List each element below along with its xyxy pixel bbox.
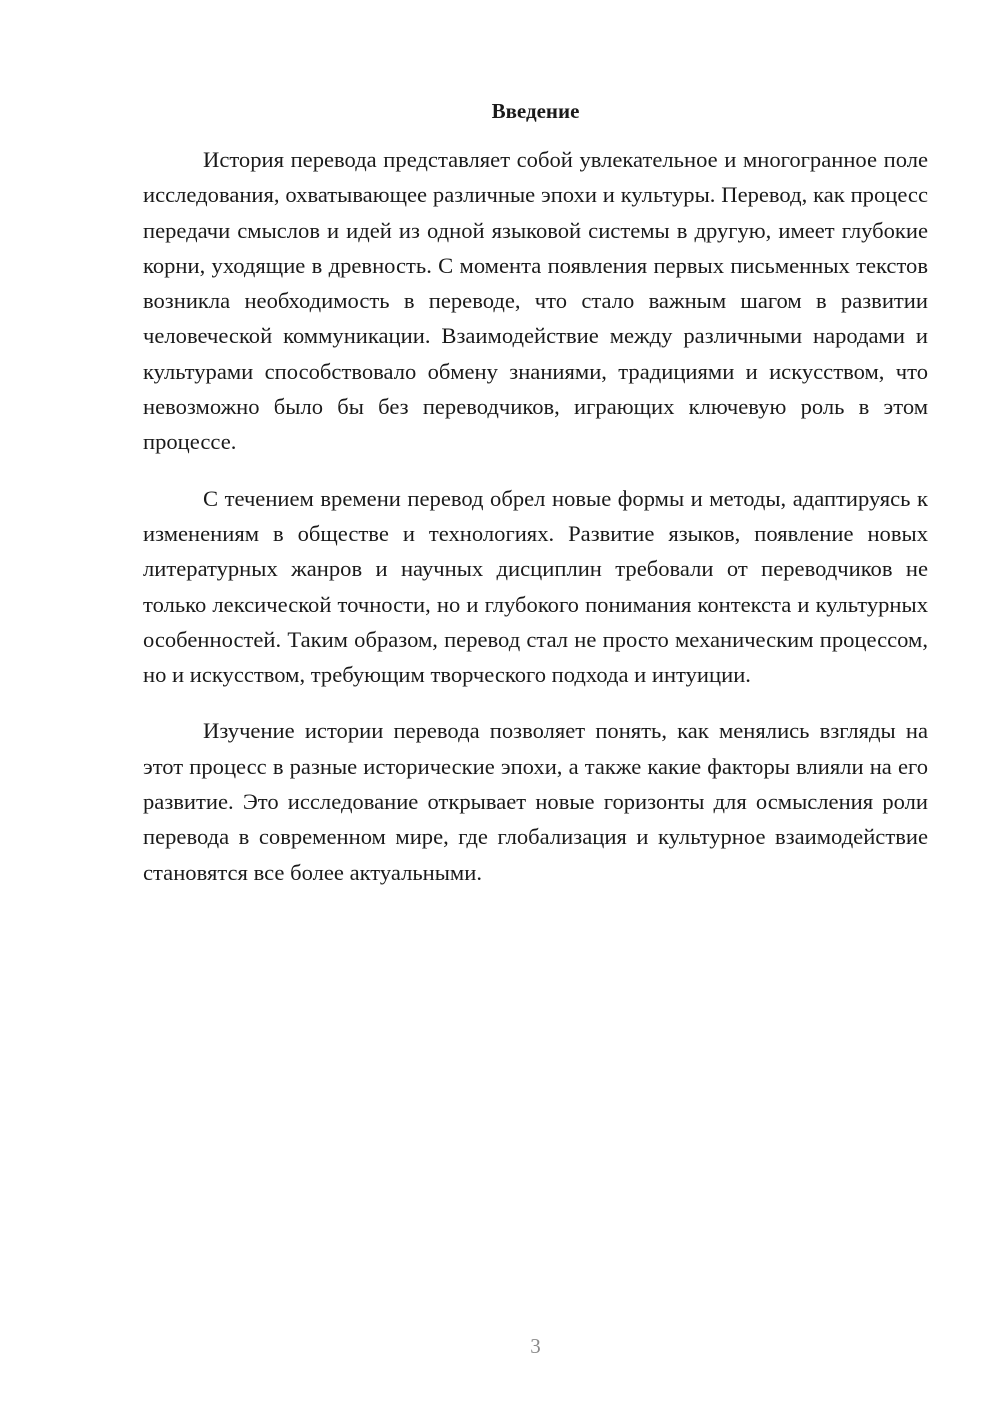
paragraph-1: История перевода представляет собой увлекательное и многогранное поле исследования, охватывающее различные эпохи и культуры. Перевод, как процесс передачи смыслов и идей из одной языковой системы в другую, имеет глубокие корни, уходящие в древность. С момента появления первых письменных текстов возникла необходимость в переводе, что стало важным шагом в развитии человеческой коммуникации. Взаимодействие между различными народами и культурами способствовало обмену знаниями, традициями и искусством, что невозможно было бы без переводчиков, играющих ключевую роль в этом процессе. <box>143 147 928 455</box>
paragraph-3: Изучение истории перевода позволяет понять, как менялись взгляды на этот процесс в разные исторические эпохи, а также какие факторы влияли на его развитие. Это исследование открывает новые горизонты для осмысления роли перевода в современном мире, где глобализация и культурное взаимодействие становятся все более актуальными. <box>143 718 928 885</box>
body-text <box>143 142 928 911</box>
page-number: 3 <box>530 1334 541 1358</box>
paragraph-2: С течением времени перевод обрел новые формы и методы, адаптируясь к изменениям в обществе и технологиях. Развитие языков, появление новых литературных жанров и научных дисциплин требовали от переводчиков не только лексической точности, но и глубокого понимания контекста и культурных особенностей. Таким образом, перевод стал не просто механическим процессом, но и искусством, требующим творческого подхода и интуиции. <box>143 485 928 688</box>
page-heading: Введение <box>491 99 580 123</box>
